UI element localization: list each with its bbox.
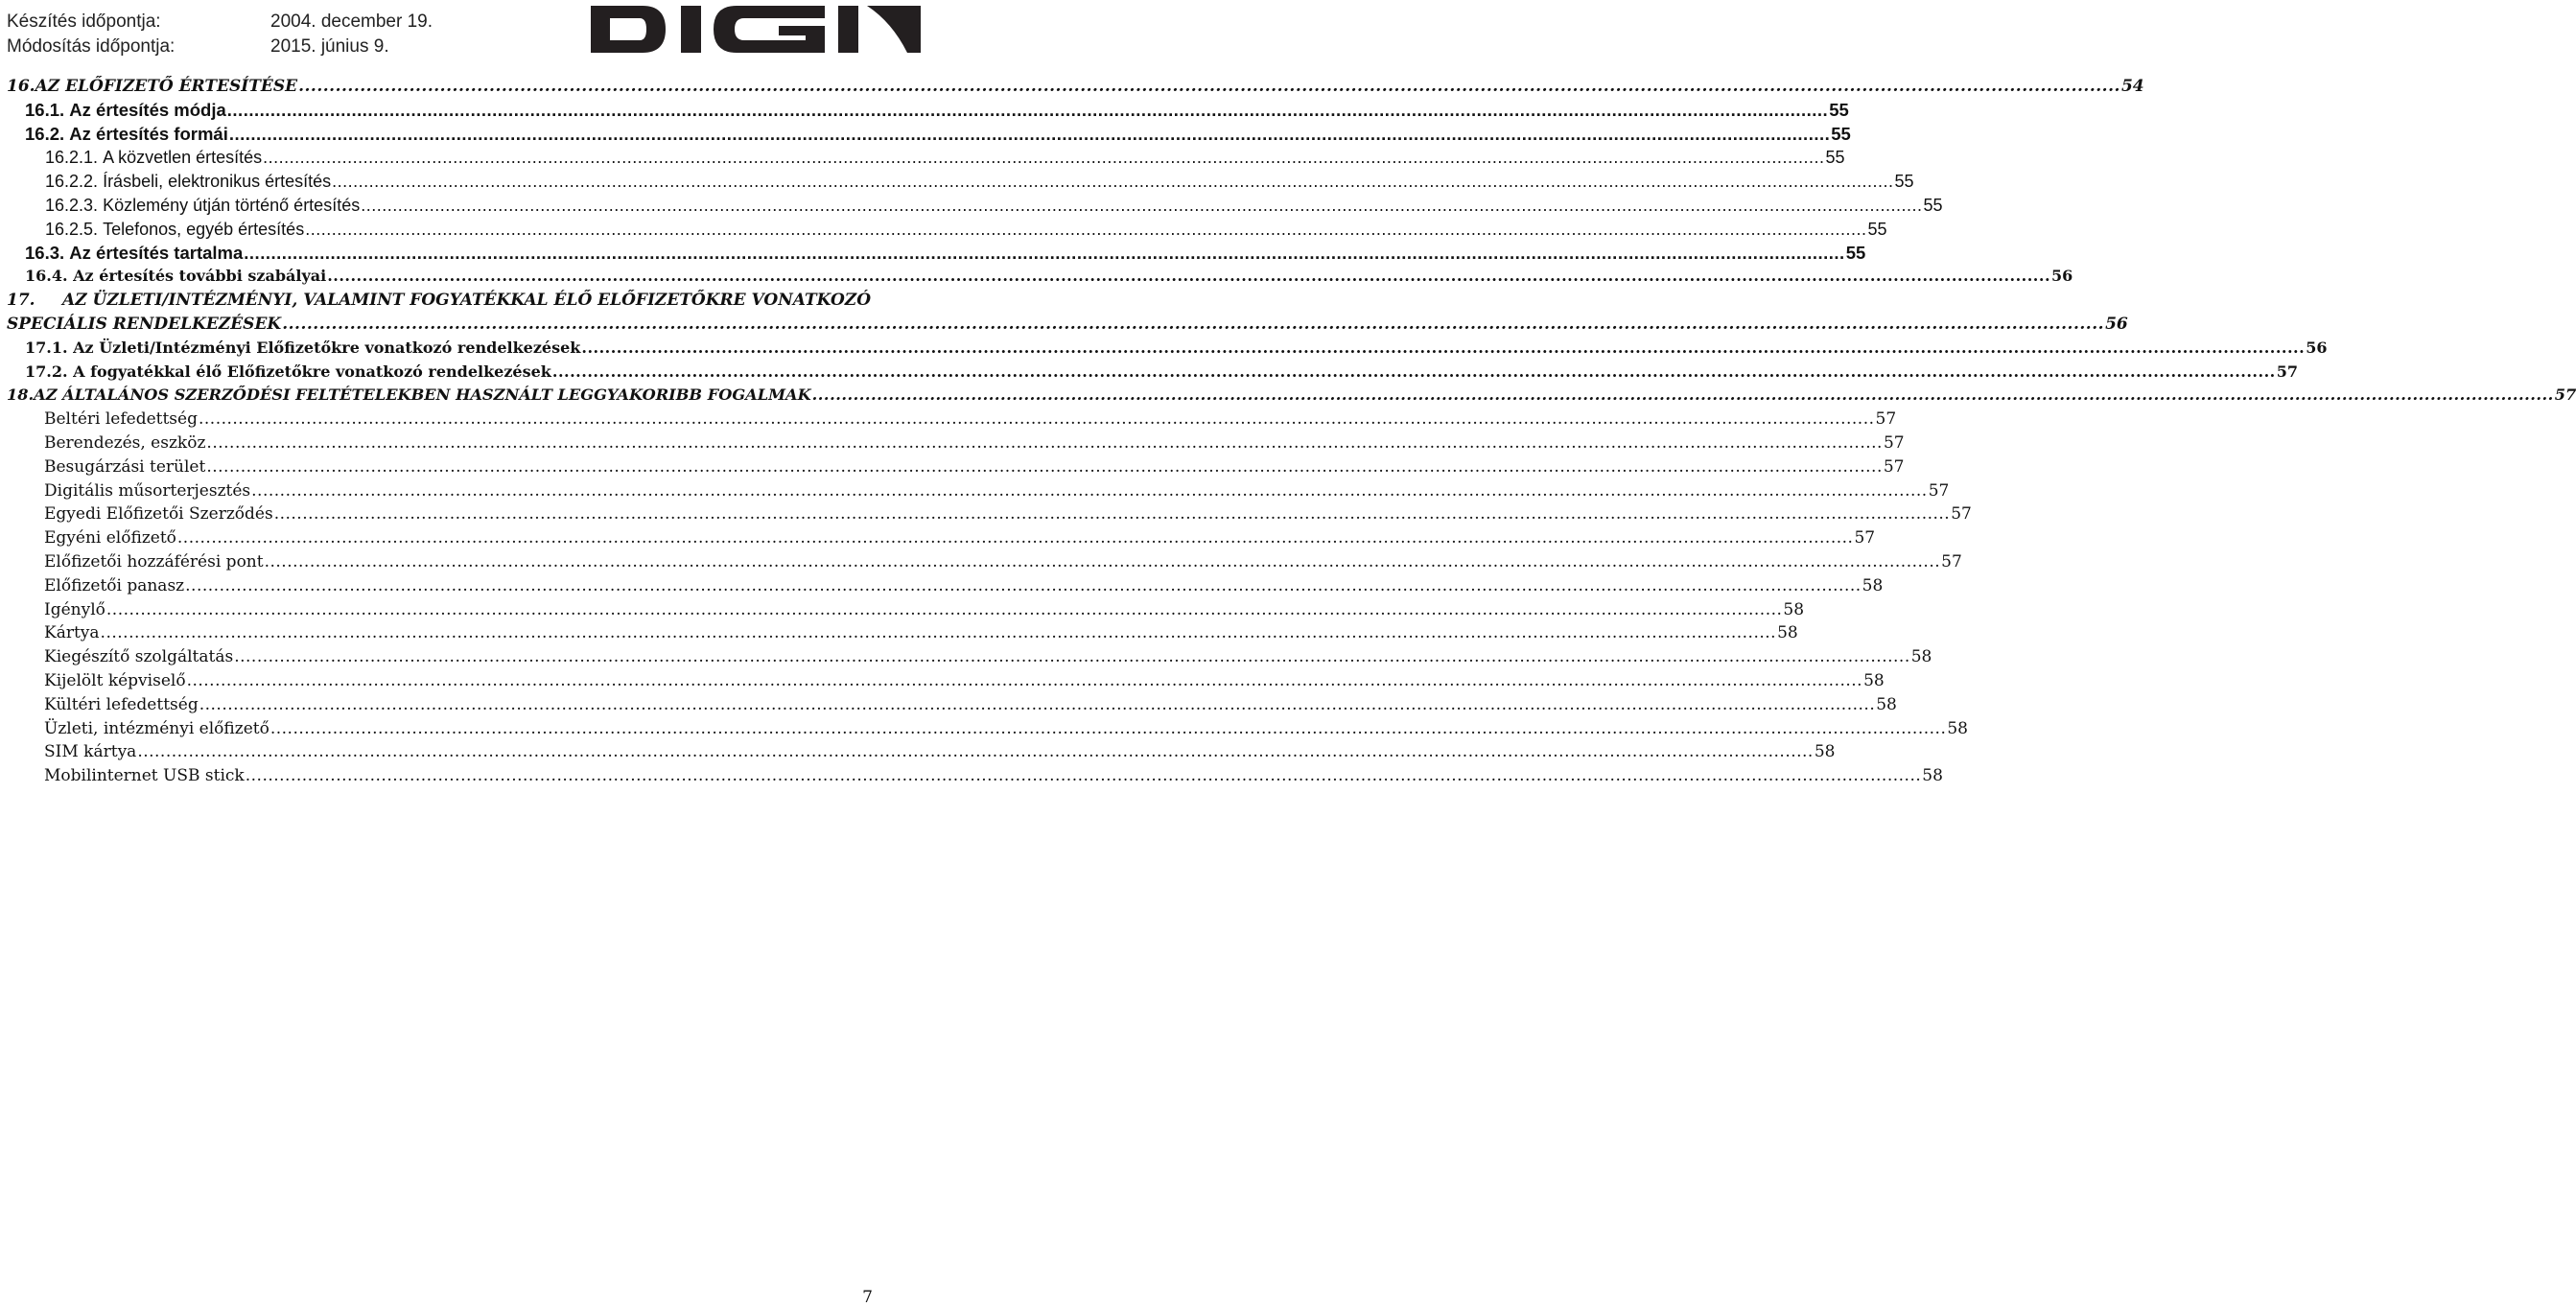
toc-entry-title: AZ ÜZLETI/INTÉZMÉNYI, VALAMINT FOGYATÉKKAL ÉLŐ ELŐFIZETŐKRE VONATKOZÓ [62, 291, 872, 311]
toc-term[interactable] [7, 693, 1897, 717]
toc-term-title: Egyéni előfizető [44, 528, 176, 548]
toc-term-title: Digitális műsorterjesztés [44, 480, 251, 501]
toc-entry-page: 55 [1894, 172, 1914, 192]
toc-term-page: 57 [1883, 432, 1905, 453]
toc-term[interactable] [7, 598, 1805, 622]
toc-entry[interactable] [7, 384, 2576, 408]
toc-term-page: 58 [1863, 670, 1885, 690]
toc-term-page: 57 [1854, 528, 1876, 548]
toc-term-title: Kijelölt képviselő [44, 670, 186, 690]
toc-entry-page: 55 [1845, 242, 1866, 263]
modified-value: 2015. június 9. [270, 36, 389, 57]
toc-term-title: Besugárzási terület [44, 456, 206, 477]
toc-term[interactable] [7, 479, 1950, 503]
toc-term-page: 58 [1814, 742, 1836, 762]
dot-leader [185, 574, 1862, 598]
dot-leader [282, 313, 2104, 337]
toc-entry-number: 16.2.2. [45, 172, 99, 192]
dot-leader [274, 502, 1951, 526]
toc-term[interactable] [7, 645, 1932, 669]
dot-leader [244, 242, 1844, 266]
toc-entry[interactable] [7, 265, 2073, 289]
toc-entry-number: 17. [7, 291, 35, 311]
toc-term-title: Egyedi Előfizetői Szerződés [44, 504, 273, 525]
toc-entry-title: Az Üzleti/Intézményi Előfizetőkre vonatkozó rendelkezések [73, 338, 581, 357]
toc-entry-page: 55 [1923, 195, 1943, 215]
created-value: 2004. december 19. [270, 12, 433, 32]
dot-leader [206, 432, 1883, 455]
toc-entry[interactable] [7, 194, 1943, 218]
toc-term-title: Igénylő [44, 599, 105, 619]
toc-entry-number: 16.2.1. [45, 148, 99, 168]
dot-leader [227, 99, 1828, 123]
table-of-contents [7, 75, 2576, 788]
toc-entry-page: 57 [2276, 362, 2298, 381]
toc-entry-page: 56 [2105, 314, 2128, 334]
toc-term-page: 58 [1876, 694, 1897, 714]
toc-entry-number: 16.2. [25, 123, 65, 144]
modified-label: Módosítás időpontja: [7, 36, 176, 57]
dot-leader [199, 408, 1875, 432]
toc-term[interactable] [7, 621, 1798, 645]
toc-entry-number: 17.2. [25, 362, 68, 381]
toc-term-title: Kültéri lefedettség [44, 694, 199, 714]
dot-leader [327, 265, 2050, 289]
toc-term-title: Berendezés, eszköz [44, 432, 206, 453]
toc-entry[interactable] [7, 146, 1845, 170]
toc-entry[interactable] [7, 170, 1914, 194]
dot-leader [270, 717, 1947, 741]
toc-entry-page: 56 [2306, 338, 2328, 357]
dot-leader [332, 170, 1893, 194]
toc-entry[interactable] [7, 75, 2144, 99]
toc-term-page: 58 [1777, 623, 1798, 643]
dot-leader [581, 337, 2305, 361]
toc-entry-page: 55 [1867, 219, 1887, 239]
dot-leader [187, 669, 1863, 693]
toc-entry-title: AZ ÁLTALÁNOS SZERZŐDÉSI FELTÉTELEKBEN HASZNÁLT LEGGYAKORIBB FOGALMAK [34, 385, 811, 405]
toc-entry-number: 16. [7, 77, 35, 96]
toc-entry[interactable] [7, 242, 1866, 266]
toc-entry-page: 55 [1829, 99, 1849, 120]
toc-entry-title: Telefonos, egyéb értesítés [103, 219, 305, 239]
page-number: 7 [862, 1288, 873, 1307]
digi-logo [587, 3, 921, 56]
toc-term[interactable] [7, 408, 1897, 432]
toc-entry-title: Az értesítés módja [69, 99, 226, 120]
toc-entry[interactable] [7, 289, 873, 313]
toc-term-title: Üzleti, intézményi előfizető [44, 718, 269, 738]
dot-leader [101, 621, 1777, 645]
toc-term[interactable] [7, 764, 1943, 788]
toc-entry-number: 16.2.3. [45, 195, 99, 215]
toc-entry-title: A közvetlen értesítés [103, 148, 263, 168]
header-modified-row [7, 36, 389, 58]
dot-leader [361, 194, 1922, 218]
dot-leader [137, 740, 1814, 764]
toc-entry-title: A fogyatékkal élő Előfizetőkre vonatkozó rendelkezések [73, 362, 551, 381]
toc-entry[interactable] [7, 218, 1887, 242]
toc-entry-title: Az értesítés tartalma [69, 242, 244, 263]
toc-entry-number: 17.1. [25, 338, 68, 357]
toc-term[interactable] [7, 432, 1905, 455]
toc-entry-number: 16.1. [25, 99, 65, 120]
toc-entry-number: 16.2.5. [45, 219, 99, 239]
toc-entry-continuation[interactable] [7, 313, 2128, 337]
dot-leader [251, 479, 1928, 503]
dot-leader [177, 526, 1854, 550]
toc-term-title: Előfizetői hozzáférési pont [44, 551, 264, 572]
toc-term-page: 58 [1783, 599, 1805, 619]
toc-entry-number: 18. [7, 385, 35, 405]
toc-term-page: 57 [1883, 456, 1905, 477]
toc-entry-number: 16.4. [25, 267, 68, 286]
dot-leader [812, 384, 2554, 408]
toc-term[interactable] [7, 740, 1836, 764]
toc-term[interactable] [7, 717, 1968, 741]
toc-entry-page: 56 [2051, 267, 2073, 286]
toc-term-title: Kiegészítő szolgáltatás [44, 647, 234, 667]
created-label: Készítés időpontja: [7, 12, 161, 32]
dot-leader [234, 645, 1910, 669]
toc-entry[interactable] [7, 123, 1851, 147]
toc-term-title: Beltéri lefedettség [44, 409, 198, 430]
toc-term-title: Kártya [44, 623, 100, 643]
toc-entry[interactable] [7, 99, 1849, 123]
toc-term[interactable] [7, 550, 1962, 574]
dot-leader [106, 598, 1783, 622]
toc-term-title: Mobilinternet USB stick [44, 766, 245, 786]
toc-term-page: 57 [1941, 551, 1962, 572]
toc-entry-page: 54 [2120, 77, 2144, 96]
toc-entry-title: Közlemény útján történő értesítés [103, 195, 361, 215]
dot-leader [263, 146, 1824, 170]
dot-leader [298, 75, 2120, 99]
toc-term-page: 58 [1910, 647, 1932, 667]
toc-term-title: SIM kártya [44, 742, 137, 762]
toc-term-page: 58 [1947, 718, 1968, 738]
toc-entry-number: 16.3. [25, 242, 65, 263]
toc-entry-page: 57 [2554, 385, 2576, 405]
toc-entry-page: 55 [1831, 123, 1851, 144]
toc-term[interactable] [7, 574, 1884, 598]
toc-term-page: 57 [1875, 409, 1897, 430]
toc-term[interactable] [7, 502, 1972, 526]
toc-term[interactable] [7, 526, 1876, 550]
toc-entry-page: 55 [1825, 148, 1845, 168]
toc-entry-title: AZ ELŐFIZETŐ ÉRTESÍTÉSE [35, 77, 298, 96]
dot-leader [265, 550, 1941, 574]
dot-leader [199, 693, 1876, 717]
dot-leader [229, 123, 1830, 147]
toc-term-page: 58 [1922, 766, 1943, 786]
dot-leader [246, 764, 1922, 788]
header-created-row [7, 12, 433, 33]
toc-entry[interactable] [7, 337, 2328, 361]
toc-term[interactable] [7, 455, 1905, 479]
toc-term-title: Előfizetői panasz [44, 575, 185, 595]
toc-entry-title-continued: SPECIÁLIS RENDELKEZÉSEK [7, 314, 282, 334]
dot-leader [206, 455, 1883, 479]
toc-entry-title: Az értesítés formái [69, 123, 228, 144]
toc-entry[interactable] [7, 361, 2298, 385]
toc-entry-title: Az értesítés további szabályai [73, 267, 327, 286]
dot-leader [552, 361, 2276, 385]
toc-entry-title: Írásbeli, elektronikus értesítés [103, 172, 332, 192]
toc-term-page: 57 [1928, 480, 1950, 501]
dot-leader [305, 218, 1866, 242]
toc-term-page: 57 [1951, 504, 1972, 525]
toc-term-page: 58 [1862, 575, 1884, 595]
toc-term[interactable] [7, 669, 1885, 693]
